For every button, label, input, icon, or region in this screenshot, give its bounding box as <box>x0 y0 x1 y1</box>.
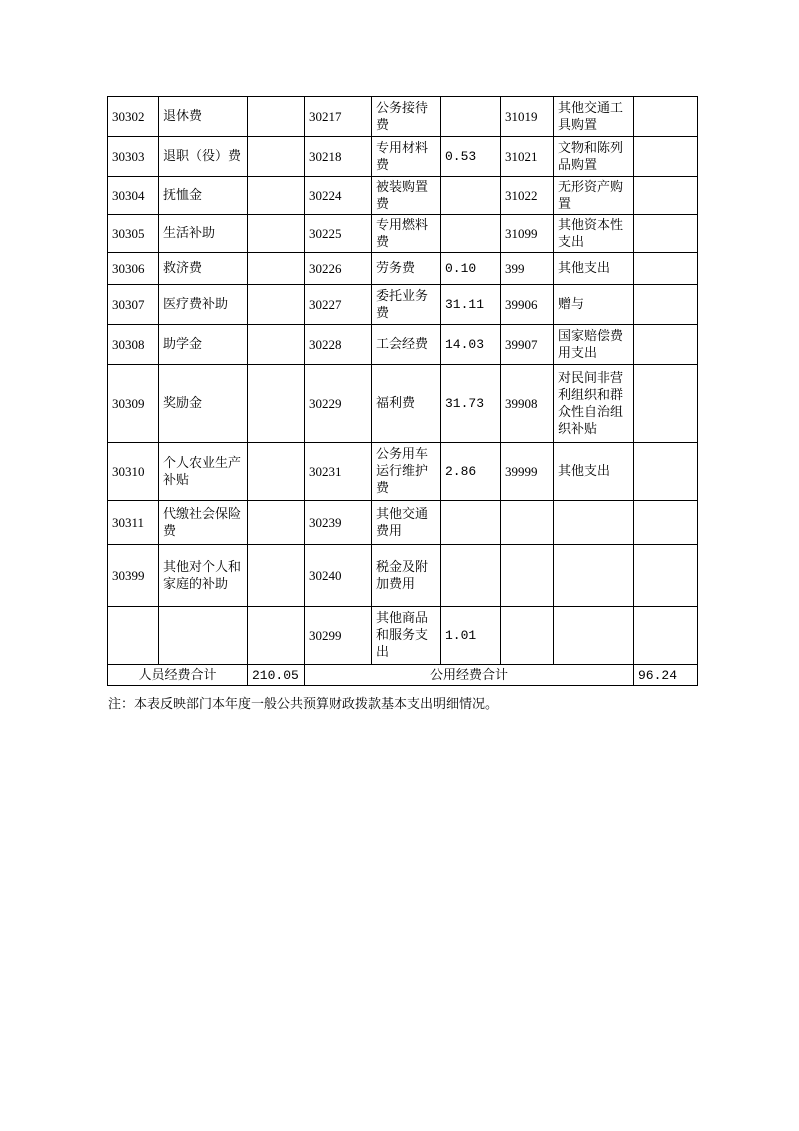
amount-other <box>634 253 698 285</box>
item-name-personnel: 代缴社会保险费 <box>159 501 248 545</box>
amount-other <box>634 607 698 665</box>
table-row <box>108 545 698 607</box>
econ-code-personnel: 30306 <box>108 253 159 285</box>
amount-public <box>441 97 501 137</box>
amount-personnel <box>248 137 305 177</box>
econ-code-personnel: 30309 <box>108 365 159 443</box>
amount-personnel <box>248 177 305 215</box>
econ-code-other: 399 <box>501 253 554 285</box>
econ-code-public: 30228 <box>305 325 372 365</box>
table-row <box>108 285 698 325</box>
econ-code-personnel: 30399 <box>108 545 159 607</box>
item-name-personnel: 退休费 <box>159 97 248 137</box>
item-name-other: 其他资本性支出 <box>554 215 634 253</box>
item-name-other: 文物和陈列品购置 <box>554 137 634 177</box>
econ-code-other: 31021 <box>501 137 554 177</box>
econ-code-other: 31022 <box>501 177 554 215</box>
table-row <box>108 137 698 177</box>
amount-other <box>634 285 698 325</box>
amount-personnel <box>248 325 305 365</box>
amount-public: 31.73 <box>441 365 501 443</box>
econ-code-public: 30229 <box>305 365 372 443</box>
amount-other <box>634 97 698 137</box>
item-name-personnel: 助学金 <box>159 325 248 365</box>
amount-personnel <box>248 253 305 285</box>
amount-other <box>634 545 698 607</box>
item-name-personnel: 医疗费补助 <box>159 285 248 325</box>
item-name-personnel <box>159 607 248 665</box>
item-name-public: 专用燃料费 <box>372 215 441 253</box>
table-row <box>108 97 698 137</box>
table-row <box>108 253 698 285</box>
table-footnote: 注：本表反映部门本年度一般公共预算财政拨款基本支出明细情况。 <box>108 697 499 712</box>
econ-code-other: 39908 <box>501 365 554 443</box>
table-row <box>108 501 698 545</box>
econ-code-other <box>501 607 554 665</box>
econ-code-personnel: 30311 <box>108 501 159 545</box>
basic-expenditure-table <box>107 96 698 686</box>
econ-code-personnel: 30302 <box>108 97 159 137</box>
econ-code-public: 30299 <box>305 607 372 665</box>
amount-personnel <box>248 443 305 501</box>
item-name-other: 赠与 <box>554 285 634 325</box>
amount-personnel <box>248 545 305 607</box>
public-total-value: 96.24 <box>634 665 698 686</box>
amount-public: 0.53 <box>441 137 501 177</box>
amount-personnel <box>248 97 305 137</box>
item-name-public: 委托业务费 <box>372 285 441 325</box>
econ-code-other <box>501 545 554 607</box>
item-name-other <box>554 545 634 607</box>
amount-other <box>634 325 698 365</box>
econ-code-personnel: 30305 <box>108 215 159 253</box>
personnel-total-value: 210.05 <box>248 665 305 686</box>
amount-public <box>441 545 501 607</box>
item-name-public: 劳务费 <box>372 253 441 285</box>
amount-public <box>441 501 501 545</box>
item-name-public: 其他商品和服务支出 <box>372 607 441 665</box>
table-row <box>108 365 698 443</box>
item-name-public: 被装购置费 <box>372 177 441 215</box>
amount-public <box>441 215 501 253</box>
item-name-personnel: 退职（役）费 <box>159 137 248 177</box>
table-row <box>108 443 698 501</box>
amount-other <box>634 501 698 545</box>
econ-code-other: 39907 <box>501 325 554 365</box>
econ-code-other: 39906 <box>501 285 554 325</box>
item-name-personnel: 奖励金 <box>159 365 248 443</box>
amount-other <box>634 177 698 215</box>
econ-code-other: 31099 <box>501 215 554 253</box>
econ-code-other: 39999 <box>501 443 554 501</box>
econ-code-public: 30224 <box>305 177 372 215</box>
item-name-public: 税金及附加费用 <box>372 545 441 607</box>
item-name-public: 公务用车运行维护费 <box>372 443 441 501</box>
item-name-public: 其他交通费用 <box>372 501 441 545</box>
econ-code-public: 30227 <box>305 285 372 325</box>
amount-other <box>634 137 698 177</box>
econ-code-public: 30218 <box>305 137 372 177</box>
amount-personnel <box>248 365 305 443</box>
amount-other <box>634 215 698 253</box>
amount-public: 14.03 <box>441 325 501 365</box>
item-name-public: 工会经费 <box>372 325 441 365</box>
amount-public: 2.86 <box>441 443 501 501</box>
amount-public: 0.10 <box>441 253 501 285</box>
item-name-other: 对民间非营利组织和群众性自治组织补贴 <box>554 365 634 443</box>
econ-code-personnel <box>108 607 159 665</box>
amount-public: 31.11 <box>441 285 501 325</box>
econ-code-other: 31019 <box>501 97 554 137</box>
item-name-other <box>554 501 634 545</box>
item-name-personnel: 生活补助 <box>159 215 248 253</box>
totals-row <box>108 665 698 686</box>
item-name-personnel: 抚恤金 <box>159 177 248 215</box>
amount-other <box>634 443 698 501</box>
table-row <box>108 177 698 215</box>
amount-public: 1.01 <box>441 607 501 665</box>
amount-personnel <box>248 215 305 253</box>
econ-code-personnel: 30308 <box>108 325 159 365</box>
item-name-other: 其他支出 <box>554 253 634 285</box>
table-row <box>108 325 698 365</box>
econ-code-personnel: 30310 <box>108 443 159 501</box>
table-body <box>108 97 698 686</box>
amount-other <box>634 365 698 443</box>
econ-code-personnel: 30304 <box>108 177 159 215</box>
econ-code-public: 30240 <box>305 545 372 607</box>
personnel-total-label: 人员经费合计 <box>108 665 248 686</box>
item-name-other <box>554 607 634 665</box>
econ-code-public: 30226 <box>305 253 372 285</box>
econ-code-other <box>501 501 554 545</box>
item-name-other: 无形资产购置 <box>554 177 634 215</box>
item-name-public: 公务接待费 <box>372 97 441 137</box>
amount-personnel <box>248 285 305 325</box>
table-row <box>108 215 698 253</box>
item-name-other: 其他支出 <box>554 443 634 501</box>
econ-code-public: 30225 <box>305 215 372 253</box>
amount-public <box>441 177 501 215</box>
econ-code-personnel: 30303 <box>108 137 159 177</box>
item-name-personnel: 个人农业生产补贴 <box>159 443 248 501</box>
item-name-personnel: 救济费 <box>159 253 248 285</box>
item-name-other: 其他交通工具购置 <box>554 97 634 137</box>
public-total-label: 公用经费合计 <box>305 665 634 686</box>
econ-code-personnel: 30307 <box>108 285 159 325</box>
item-name-personnel: 其他对个人和家庭的补助 <box>159 545 248 607</box>
econ-code-public: 30217 <box>305 97 372 137</box>
table-row <box>108 607 698 665</box>
item-name-public: 福利费 <box>372 365 441 443</box>
amount-personnel <box>248 607 305 665</box>
econ-code-public: 30239 <box>305 501 372 545</box>
amount-personnel <box>248 501 305 545</box>
econ-code-public: 30231 <box>305 443 372 501</box>
item-name-other: 国家赔偿费用支出 <box>554 325 634 365</box>
item-name-public: 专用材料费 <box>372 137 441 177</box>
